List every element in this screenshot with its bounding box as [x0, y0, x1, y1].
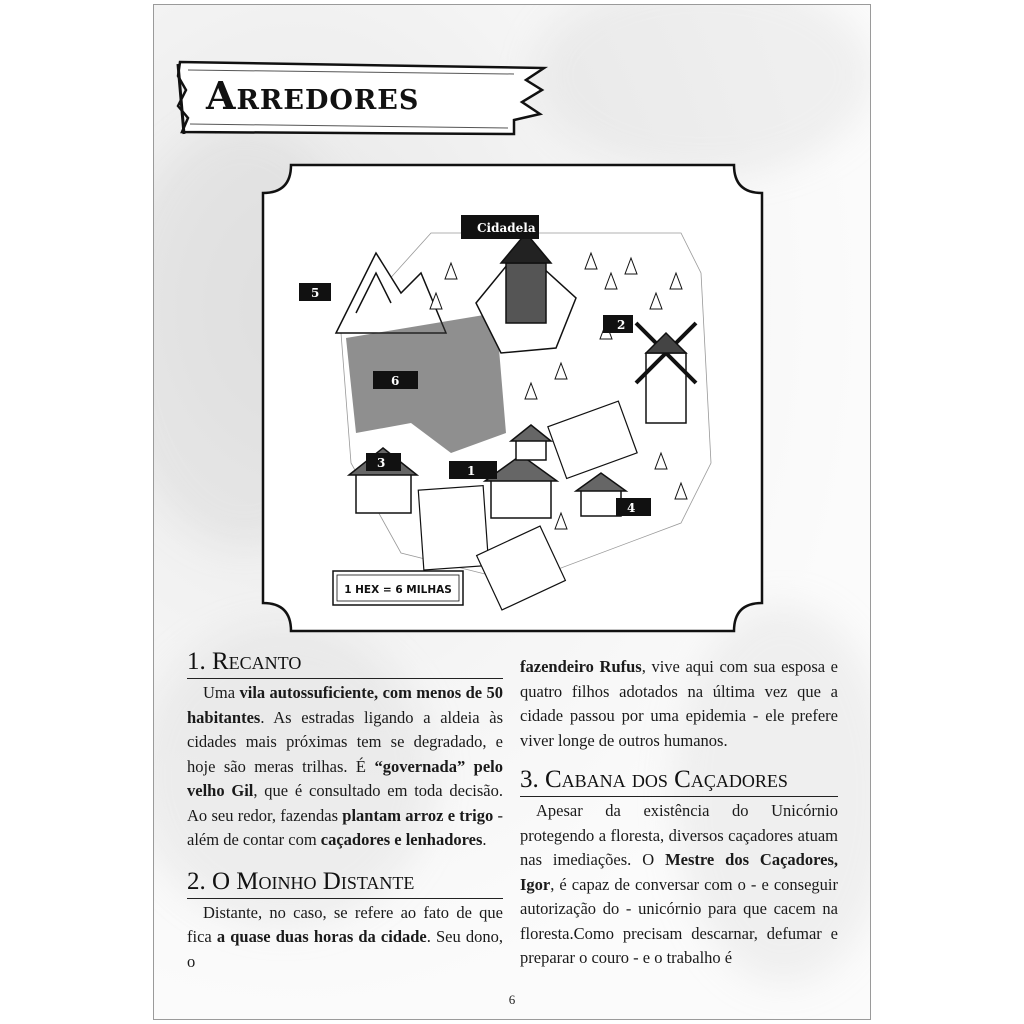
map-label-citadel: Cidadela	[477, 221, 536, 235]
map-label-1: 1	[467, 464, 476, 478]
map-label-2: 2	[617, 318, 626, 332]
page-number: 6	[508, 992, 516, 1007]
section-heading-moinho: 2. O Moinho Distante	[187, 867, 503, 899]
column-right	[520, 655, 838, 971]
map-label-3: 3	[377, 456, 386, 470]
map-illustration	[261, 163, 764, 633]
map-label-4: 4	[627, 501, 636, 515]
document-page	[153, 4, 871, 1020]
section-text-moinho-part2: fazendeiro Rufus, vive aqui com sua esposa e quatro filhos adotados na última vez que a cidade passou por uma epidemia - ele prefere viver longe de outros humanos.	[520, 657, 838, 750]
section-text-recanto: Uma vila autossuficiente, com menos de 50 habitantes. As estradas ligando a aldeia às cidades mais próximas tem se degradado, e hoje são meras trilhas. É “governada” pelo velho Gil, que é consultado em toda decisão. Ao seu redor, fazendas plantam arroz e trigo - além de contar com caçadores e lenhadores.	[187, 683, 503, 849]
column-left	[187, 647, 503, 974]
section-heading-cabana: 3. Cabana dos Caçadores	[520, 765, 838, 797]
section-text-cabana: Apesar da existência do Unicórnio protegendo a floresta, diversos caçadores atuam nas imediações. O Mestre dos Caçadores, Igor, é capaz de conversar com o - e conseguir autorização do - unicórnio para que cacem na floresta.Como precisam descarnar, defumar e preparar o couro - e o trabalho é	[520, 801, 838, 967]
section-text-moinho-part1: Distante, no caso, se refere ao fato de que fica a quase duas horas da cidade. Seu dono, o	[187, 902, 504, 971]
map-label-5: 5	[311, 286, 320, 300]
map-label-6: 6	[391, 374, 400, 388]
page-title: Arredores	[206, 73, 420, 118]
section-heading-recanto: 1. Recanto	[187, 647, 503, 679]
map-scale: 1 HEX = 6 MILHAS	[344, 584, 452, 596]
